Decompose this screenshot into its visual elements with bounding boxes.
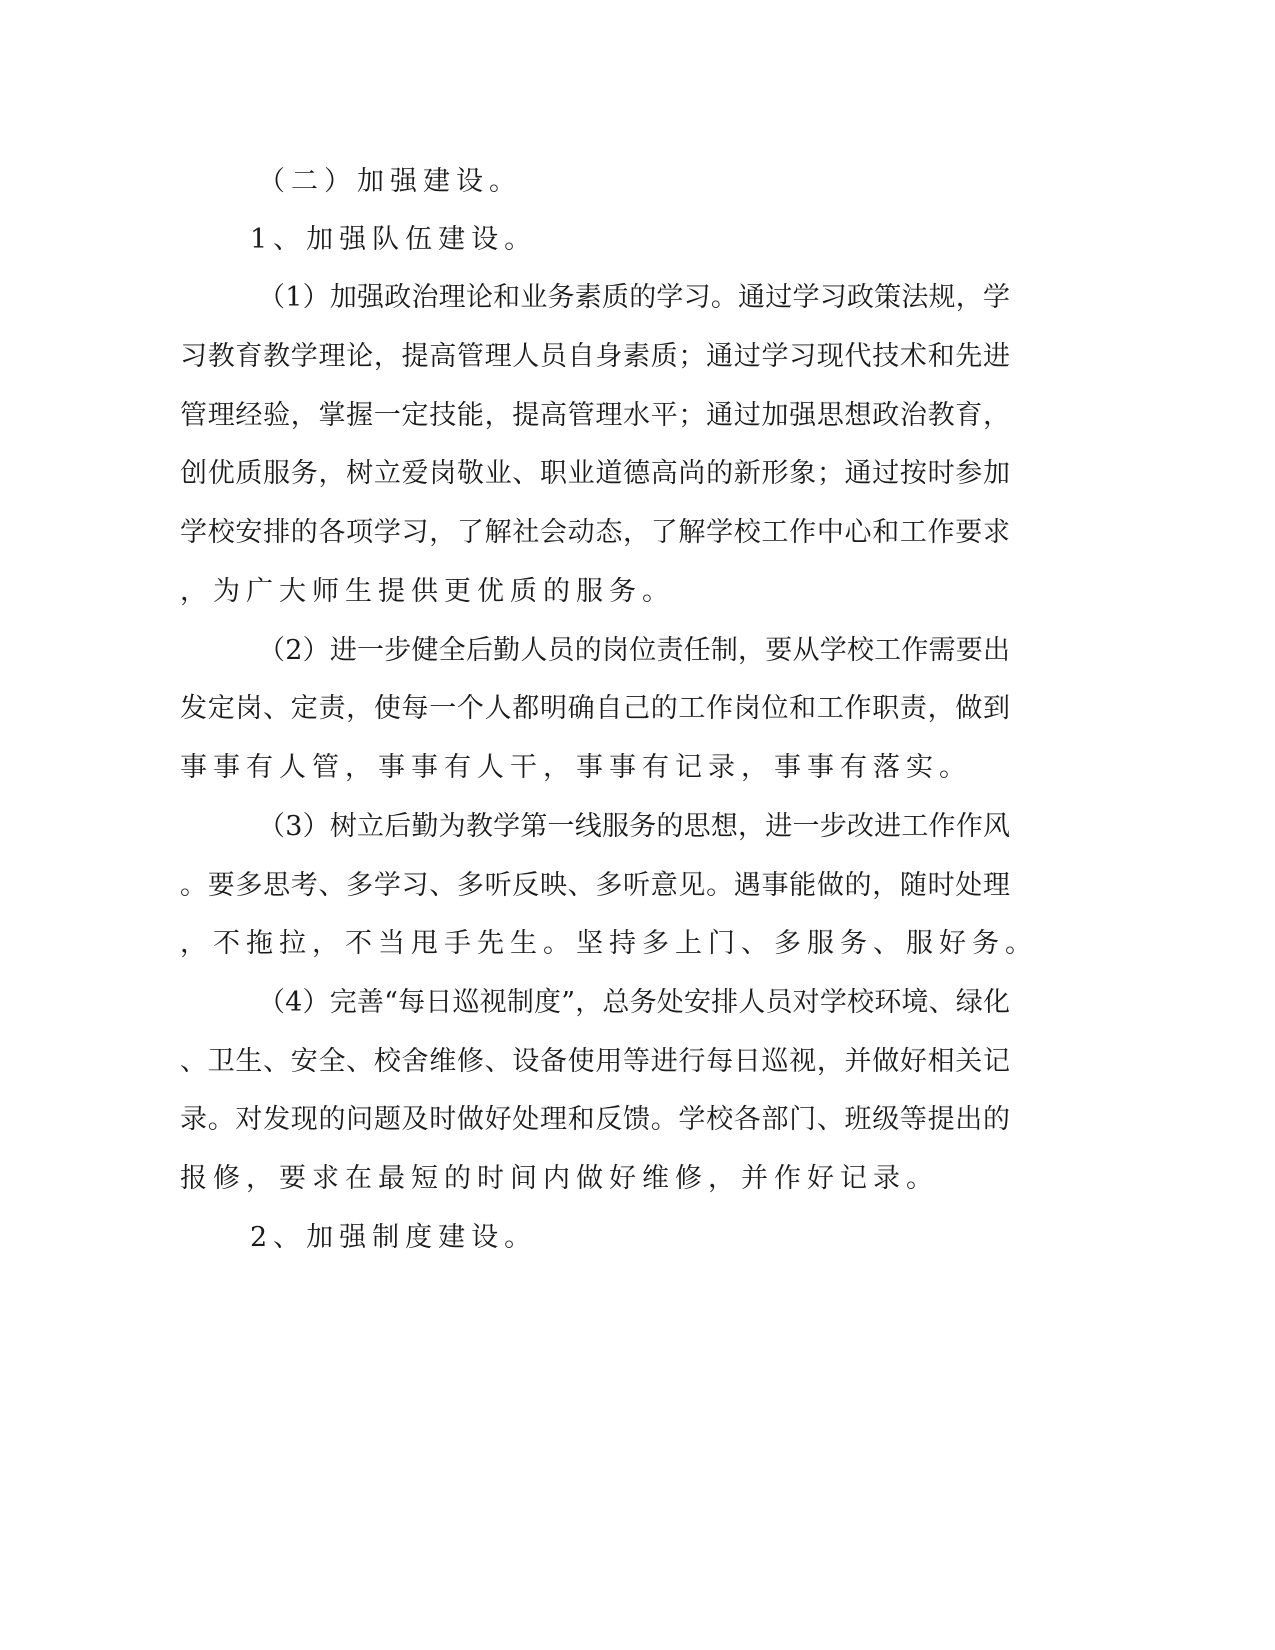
paragraph-line: 发定岗、定责，使每一个人都明确自己的工作岗位和工作职责，做到 xyxy=(180,693,1010,724)
paragraph-line: 。要多思考、多学习、多听反映、多听意见。遇事能做的，随时处理 xyxy=(180,870,1010,901)
paragraph-line: （1）加强政治理论和业务素质的学习。通过学习政策法规，学 xyxy=(258,282,1010,313)
paragraph-line: 管理经验，掌握一定技能，提高管理水平；通过加强思想政治教育， xyxy=(180,400,1010,431)
section-heading: （二）加强建设。 xyxy=(258,166,522,197)
subsection-heading: 1、加强队伍建设。 xyxy=(250,224,538,255)
paragraph-line: ，为广大师生提供更优质的服务。 xyxy=(180,576,675,607)
paragraph-line: ，不拖拉，不当甩手先生。坚持多上门、多服务、服好务。 xyxy=(180,928,1038,959)
paragraph-line: 、卫生、安全、校舍维修、设备使用等进行每日巡视，并做好相关记 xyxy=(180,1046,1010,1077)
paragraph-line: 学校安排的各项学习，了解社会动态，了解学校工作中心和工作要求 xyxy=(180,517,1010,548)
subsection-heading: 2、加强制度建设。 xyxy=(250,1222,538,1253)
paragraph-line: （4）完善“每日巡视制度”，总务处安排人员对学校环境、绿化 xyxy=(258,987,1010,1018)
paragraph-line: 报修，要求在最短的时间内做好维修，并作好记录。 xyxy=(180,1163,939,1194)
paragraph-line: （2）进一步健全后勤人员的岗位责任制，要从学校工作需要出 xyxy=(258,635,1010,666)
paragraph-line: （3）树立后勤为教学第一线服务的思想，进一步改进工作作风 xyxy=(258,811,1010,842)
paragraph-line: 录。对发现的问题及时做好处理和反馈。学校各部门、班级等提出的 xyxy=(180,1104,1010,1135)
paragraph-line: 事事有人管，事事有人干，事事有记录，事事有落实。 xyxy=(180,752,972,783)
paragraph-line: 创优质服务，树立爱岗敬业、职业道德高尚的新形象；通过按时参加 xyxy=(180,458,1010,489)
paragraph-line: 习教育教学理论，提高管理人员自身素质；通过学习现代技术和先进 xyxy=(180,341,1010,372)
